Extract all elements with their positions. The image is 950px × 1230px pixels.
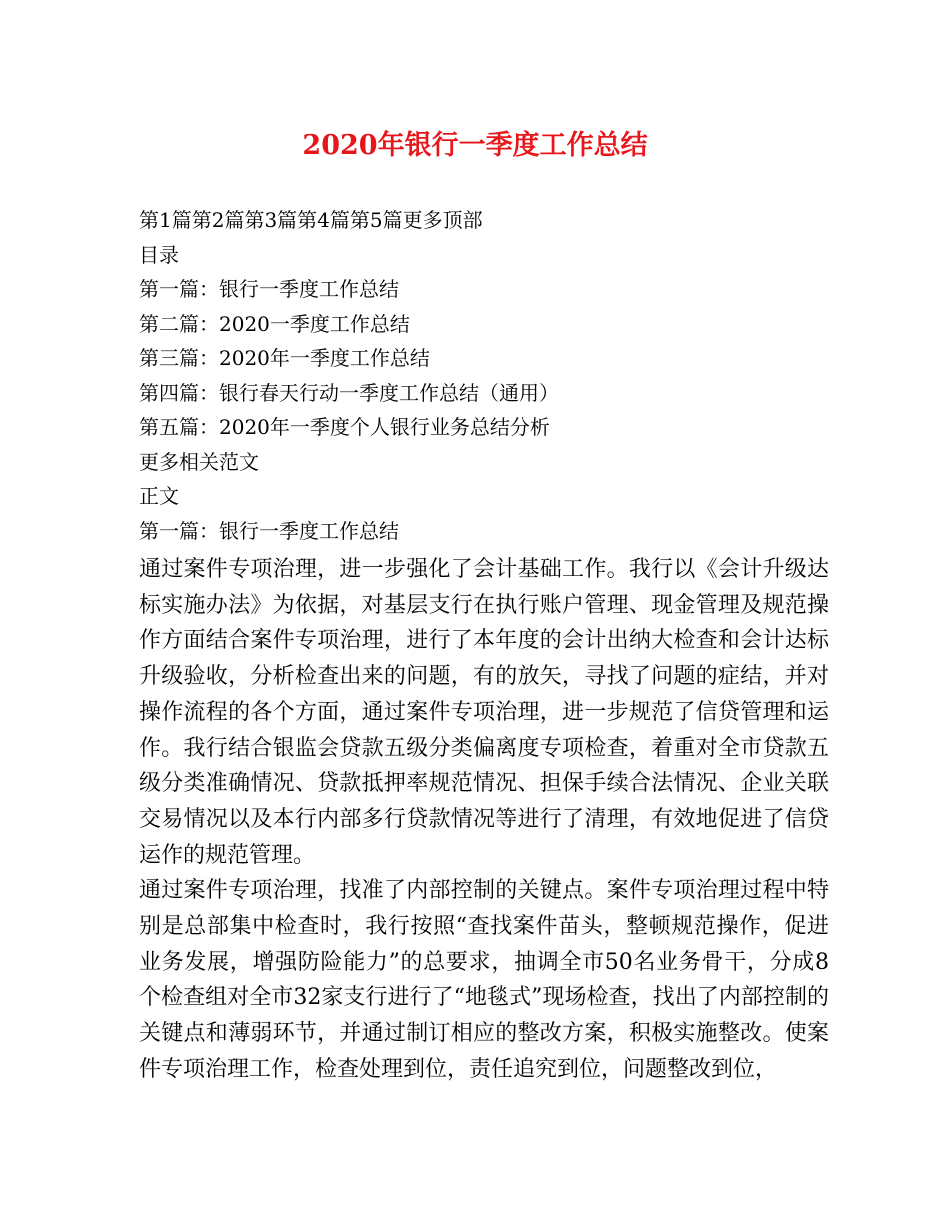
toc-item-2[interactable]: 第二篇：2020一季度工作总结 [139, 311, 410, 336]
body-heading: 正文 [139, 484, 179, 508]
toc-heading: 目录 [139, 242, 179, 267]
document-content [139, 203, 829, 1088]
more-related-link[interactable]: 更多相关范文 [139, 449, 259, 474]
toc-item-3[interactable]: 第三篇：2020年一季度工作总结 [139, 346, 430, 370]
body-paragraph-1: 通过案件专项治理，进一步强化了会计基础工作。我行以《会计升级达标实施办法》为依据，对基层支行在执行账户管理、现金管理及规范操作方面结合案件专项治理，进行了本年度的会计出纳大检查和会计达标升级验收，分析检查出来的问题，有的放矢，寻找了问题的症结，并对操作流程的各个方面，通过案件专项治理，进一步规范了信贷管理和运作。我行结合银监会贷款五级分类偏离度专项检查，着重对全市贷款五级分类准确情况、贷款抵押率规范情况、担保手续合法情况、企业关联交易情况以及本行内部多行贷款情况等进行了清理，有效地促进了信贷运作的规范管理。 [139, 557, 829, 868]
section-title: 第一篇：银行一季度工作总结 [139, 518, 399, 543]
document-title: 2020年银行一季度工作总结 [302, 130, 648, 161]
body-paragraph-2: 通过案件专项治理，找准了内部控制的关键点。案件专项治理过程中特别是总部集中检查时，我行按照“查找案件苗头，整顿规范操作，促进业务发展，增强防险能力”的总要求，抽调全市50名业务骨干，分成8个检查组对全市32家支行进行了“地毯式”现场检查，找出了内部控制的关键点和薄弱环节，并通过制订相应的整改方案，积极实施整改。使案件专项治理工作，检查处理到位，责任追究到位，问题整改到位， [139, 878, 829, 1082]
toc-item-5[interactable]: 第五篇：2020年一季度个人银行业务总结分析 [139, 415, 550, 439]
toc-item-4[interactable]: 第四篇：银行春天行动一季度工作总结（通用） [139, 380, 559, 405]
section-nav-links[interactable]: 第1篇第2篇第3篇第4篇第5篇更多顶部 [139, 208, 483, 232]
toc-item-1[interactable]: 第一篇：银行一季度工作总结 [139, 277, 399, 301]
